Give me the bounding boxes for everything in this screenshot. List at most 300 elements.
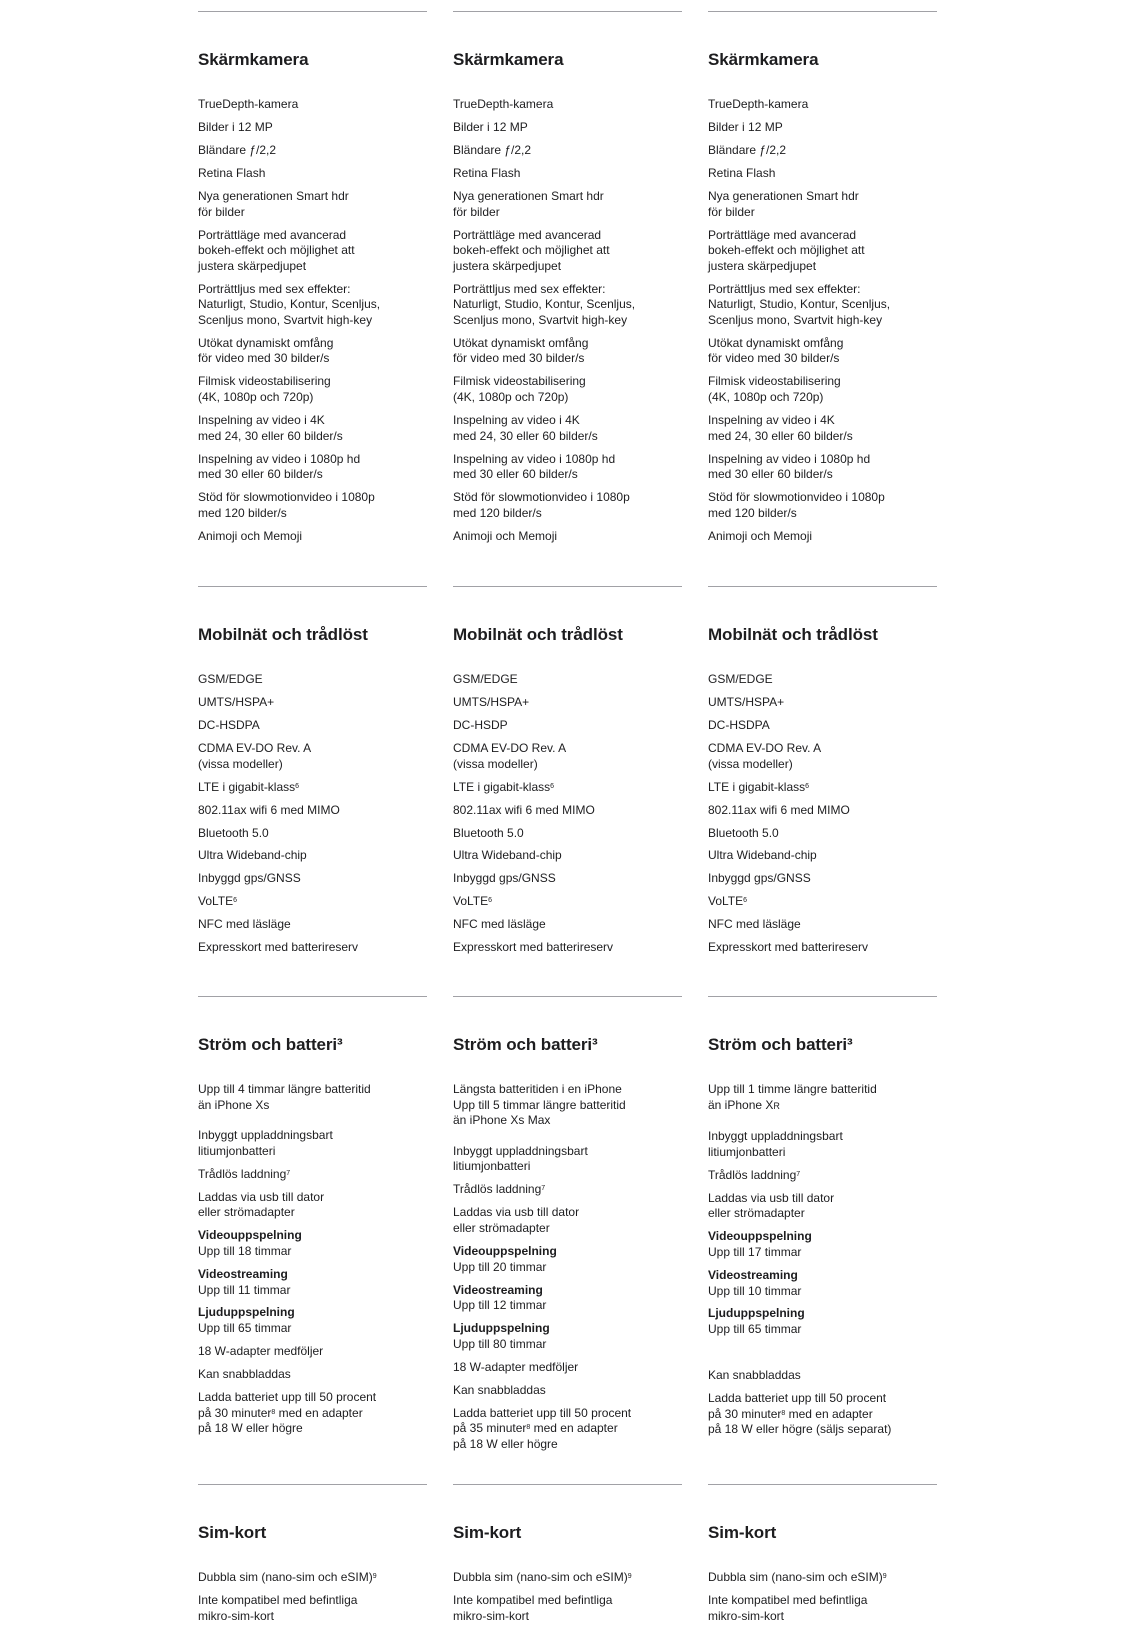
spec-text: CDMA EV-DO Rev. A (708, 740, 822, 755)
spec-text: Bluetooth 5.0 (198, 825, 269, 840)
spec-item (453, 1244, 682, 1275)
spec-text: Laddas via usb till dator (708, 1190, 835, 1205)
spec-column (708, 1484, 937, 1632)
spec-text: litiumjonbatteri (453, 1159, 531, 1174)
spec-item (453, 1205, 682, 1236)
spec-text: Upp till 18 timmar (198, 1243, 292, 1258)
footnote-marker: 6 (233, 897, 238, 905)
spec-text: VoLTE (198, 894, 234, 909)
spec-text: med 24, 30 eller 60 bilder/s (453, 428, 598, 443)
spec-text: Trådlös laddning (708, 1167, 797, 1182)
spec-item (453, 1383, 682, 1399)
spec-text: Inbyggt uppladdningsbart (198, 1128, 333, 1143)
spec-text: Porträttljus med sex effekter: (198, 281, 351, 296)
spec-text: NFC med läsläge (708, 917, 801, 932)
spec-text: CDMA EV-DO Rev. A (198, 740, 312, 755)
spec-item (708, 282, 937, 329)
spec-text: Inspelning av video i 1080p hd (708, 451, 871, 466)
spec-item (708, 1368, 937, 1384)
spec-item (453, 490, 682, 521)
spec-text: Nya generationen Smart hdr (708, 188, 859, 203)
section-title: Sim-kort (198, 1523, 267, 1542)
spec-item (198, 189, 427, 220)
spec-text: (4K, 1080p och 720p) (198, 390, 314, 405)
spec-item (708, 672, 937, 688)
spec-text: Kan snabbladdas (453, 1382, 546, 1397)
spec-text: Inbyggd gps/GNSS (453, 871, 556, 886)
spec-text: Ultra Wideband-chip (708, 848, 817, 863)
spec-text: Porträttläge med avancerad (198, 227, 347, 242)
spec-column (453, 586, 682, 963)
spec-item (453, 1283, 682, 1314)
spec-label: Videouppspelning (708, 1229, 812, 1244)
spec-label: Ljuduppspelning (198, 1305, 295, 1320)
spec-item (198, 374, 427, 405)
spec-text: Trådlös laddning (198, 1166, 287, 1181)
spec-item (198, 1305, 427, 1336)
spec-item (453, 803, 682, 819)
spec-text: på 35 minuter (453, 1421, 527, 1436)
spec-text: Inbyggd gps/GNSS (708, 871, 811, 886)
spec-text: DC-HSDPA (198, 717, 260, 732)
spec-item (708, 97, 937, 113)
spec-text: Upp till 20 timmar (453, 1259, 547, 1274)
spec-item (708, 894, 937, 910)
spec-text: Nya generationen Smart hdr (198, 188, 349, 203)
spec-text: LTE i gigabit-klass (708, 779, 806, 794)
footnote-marker: 9 (372, 1573, 377, 1580)
spec-item (453, 228, 682, 275)
spec-item (198, 413, 427, 444)
spec-text: Animoji och Memoji (453, 528, 558, 543)
spec-text: än iPhone X (708, 1097, 774, 1112)
spec-item (198, 166, 427, 182)
spec-item (453, 1570, 682, 1586)
spec-item (453, 529, 682, 545)
spec-text: för video med 30 bilder/s (198, 351, 330, 366)
spec-text: Inspelning av video i 4K (708, 413, 835, 428)
spec-text: Filmisk videostabilisering (453, 374, 586, 389)
spec-item (198, 848, 427, 864)
spec-text: på 18 W eller högre (198, 1421, 303, 1436)
spec-column (198, 586, 427, 963)
spec-text-continued: med en adapter (530, 1421, 618, 1436)
spec-text: Laddas via usb till dator (453, 1205, 580, 1220)
section-title: Mobilnät och trådlöst (198, 625, 368, 644)
spec-text: för bilder (198, 204, 245, 219)
spec-text: med 30 eller 60 bilder/s (708, 467, 833, 482)
spec-item (708, 143, 937, 159)
footnote-marker: 6 (550, 782, 555, 790)
spec-item (198, 1190, 427, 1221)
spec-item (453, 166, 682, 182)
spec-text: bokeh-effekt och möjlighet att (198, 243, 355, 258)
spec-item (708, 452, 937, 483)
spec-item (453, 452, 682, 483)
spec-text: 802.11ax wifi 6 med MIMO (708, 802, 850, 817)
spec-text: justera skärpedjupet (708, 258, 817, 273)
spec-text: än iPhone Xs Max (453, 1113, 551, 1128)
spec-item (708, 1229, 937, 1260)
spec-label: Ljuduppspelning (453, 1321, 550, 1336)
spec-item (453, 336, 682, 367)
spec-item (198, 718, 427, 734)
spec-item (453, 718, 682, 734)
spec-text: Retina Flash (453, 165, 521, 180)
footnote-marker: 7 (286, 1169, 291, 1177)
spec-text: Stöd för slowmotionvideo i 1080p (198, 490, 375, 505)
spec-text: Utökat dynamiskt omfång (198, 335, 334, 350)
spec-text: Ultra Wideband-chip (198, 848, 307, 863)
spec-text: Stöd för slowmotionvideo i 1080p (453, 490, 630, 505)
section-title: Skärmkamera (198, 50, 309, 69)
spec-text: Porträttläge med avancerad (453, 227, 602, 242)
spec-text: Bilder i 12 MP (453, 119, 528, 134)
spec-text: Upp till 65 timmar (708, 1322, 802, 1337)
footnote-marker: 6 (488, 897, 493, 905)
spec-text: Expresskort med batterireserv (453, 940, 614, 955)
spec-text: Bilder i 12 MP (198, 119, 273, 134)
spec-text: TrueDepth-kamera (198, 97, 299, 111)
spec-text: Bluetooth 5.0 (453, 825, 524, 840)
spec-text: GSM/EDGE (708, 672, 773, 686)
section-title: Mobilnät och trådlöst (453, 625, 623, 644)
spec-text: med 30 eller 60 bilder/s (453, 467, 578, 482)
spec-item (708, 374, 937, 405)
spec-item (708, 1345, 937, 1361)
spec-text: Stöd för slowmotionvideo i 1080p (708, 490, 885, 505)
spec-text: Längsta batteritiden i en iPhone (453, 1082, 622, 1096)
spec-item (453, 672, 682, 688)
spec-item (198, 695, 427, 711)
spec-text: för video med 30 bilder/s (453, 351, 585, 366)
section-title: Ström och batteri³ (198, 1035, 343, 1054)
spec-label: Videouppspelning (198, 1228, 302, 1243)
spec-item (708, 1391, 937, 1438)
spec-text: Bländare ƒ/2,2 (198, 142, 277, 157)
spec-item (708, 1593, 937, 1624)
footnote-marker: 8 (271, 1408, 276, 1416)
spec-item (708, 871, 937, 887)
spec-item (708, 120, 937, 136)
spec-item (453, 826, 682, 842)
section-title: Ström och batteri³ (453, 1035, 598, 1054)
spec-text: med 120 bilder/s (198, 505, 287, 520)
spec-text: (vissa modeller) (453, 756, 538, 771)
spec-item (198, 282, 427, 329)
spec-text: Inspelning av video i 1080p hd (198, 451, 361, 466)
spec-text: (vissa modeller) (708, 756, 793, 771)
footnote-marker: 9 (882, 1573, 887, 1580)
spec-text: mikro-sim-kort (453, 1608, 529, 1623)
spec-item (453, 120, 682, 136)
spec-text: GSM/EDGE (198, 672, 263, 686)
spec-item (708, 529, 937, 545)
spec-column (453, 996, 682, 1460)
spec-text: CDMA EV-DO Rev. A (453, 740, 567, 755)
spec-item (453, 97, 682, 113)
spec-text: Upp till 4 timmar längre batteritid (198, 1082, 371, 1096)
spec-item (708, 1570, 937, 1586)
spec-text: Kan snabbladdas (708, 1368, 801, 1383)
spec-item (708, 1082, 937, 1114)
spec-text: Inspelning av video i 4K (453, 413, 580, 428)
spec-item (708, 336, 937, 367)
spec-text: UMTS/HSPA+ (453, 694, 530, 709)
spec-text: VoLTE (453, 894, 489, 909)
spec-text: justera skärpedjupet (453, 258, 562, 273)
spec-text: Retina Flash (198, 165, 266, 180)
spec-item (708, 490, 937, 521)
spec-text: Upp till 17 timmar (708, 1244, 802, 1259)
spec-label: Videouppspelning (453, 1243, 557, 1258)
spec-item (708, 780, 937, 796)
spec-text: för bilder (453, 204, 500, 219)
spec-text: DC-HSDPA (708, 717, 770, 732)
spec-item (453, 741, 682, 772)
spec-text: Filmisk videostabilisering (708, 374, 841, 389)
footnote-marker: 7 (796, 1170, 801, 1178)
spec-text: med 30 eller 60 bilder/s (198, 467, 323, 482)
spec-item (708, 1168, 937, 1184)
spec-text: Scenljus mono, Svartvit high-key (708, 312, 883, 327)
spec-item (198, 529, 427, 545)
spec-text: Porträttljus med sex effekter: (453, 281, 606, 296)
spec-text: 802.11ax wifi 6 med MIMO (453, 802, 595, 817)
spec-item (198, 1344, 427, 1360)
spec-text: Animoji och Memoji (708, 528, 813, 543)
spec-item (198, 336, 427, 367)
spec-item (453, 871, 682, 887)
spec-item (453, 848, 682, 864)
spec-item (198, 452, 427, 483)
section-title: Sim-kort (453, 1523, 522, 1542)
spec-text: för bilder (708, 204, 755, 219)
spec-text: Trådlös laddning (453, 1182, 542, 1197)
spec-text: med 120 bilder/s (453, 505, 542, 520)
spec-item (453, 695, 682, 711)
spec-text: Inte kompatibel med befintliga (198, 1592, 358, 1607)
spec-item (198, 1167, 427, 1183)
spec-item (708, 166, 937, 182)
spec-column (198, 996, 427, 1444)
spec-text: Inte kompatibel med befintliga (453, 1592, 613, 1607)
section-title: Skärmkamera (453, 50, 564, 69)
spec-column (453, 1484, 682, 1632)
spec-text: Upp till 80 timmar (453, 1336, 547, 1351)
spec-text: Naturligt, Studio, Kontur, Scenljus, (453, 297, 636, 312)
spec-item (453, 1321, 682, 1352)
spec-text: eller strömadapter (453, 1220, 550, 1235)
spec-item (708, 718, 937, 734)
spec-label: Ljuduppspelning (708, 1306, 805, 1321)
spec-text: Ladda batteriet upp till 50 procent (453, 1405, 632, 1420)
spec-text: (vissa modeller) (198, 756, 283, 771)
spec-text: Kan snabbladdas (198, 1367, 291, 1382)
spec-item (198, 228, 427, 275)
spec-text: Naturligt, Studio, Kontur, Scenljus, (708, 297, 891, 312)
spec-item (453, 282, 682, 329)
spec-item (198, 940, 427, 956)
spec-text: Upp till 5 timmar längre batteritid (453, 1097, 626, 1112)
spec-text: Porträttläge med avancerad (708, 227, 857, 242)
spec-item (198, 672, 427, 688)
spec-text: på 18 W eller högre (säljs separat) (708, 1422, 892, 1437)
spec-text: Bluetooth 5.0 (708, 825, 779, 840)
spec-item (453, 917, 682, 933)
spec-column (708, 586, 937, 963)
spec-item (708, 228, 937, 275)
spec-text: Upp till 10 timmar (708, 1283, 802, 1298)
footnote-marker: 8 (781, 1409, 786, 1417)
spec-text: Dubbla sim (nano-sim och eSIM) (708, 1570, 883, 1584)
model-suffix: R (773, 1100, 780, 1111)
spec-text: NFC med läsläge (198, 917, 291, 932)
spec-text: mikro-sim-kort (708, 1608, 784, 1623)
spec-text: Bländare ƒ/2,2 (453, 142, 532, 157)
spec-item (198, 143, 427, 159)
spec-text: LTE i gigabit-klass (198, 779, 296, 794)
spec-text: för video med 30 bilder/s (708, 351, 840, 366)
spec-item (198, 120, 427, 136)
spec-text: Upp till 11 timmar (198, 1282, 291, 1297)
spec-text: Upp till 65 timmar (198, 1321, 292, 1336)
spec-text: Upp till 12 timmar (453, 1298, 547, 1313)
spec-item (708, 413, 937, 444)
spec-text: GSM/EDGE (453, 672, 518, 686)
spec-item (198, 1267, 427, 1298)
spec-text: på 18 W eller högre (453, 1436, 558, 1451)
spec-column (708, 996, 937, 1445)
spec-text: Inspelning av video i 4K (198, 413, 325, 428)
spec-text: Expresskort med batterireserv (198, 940, 359, 955)
spec-text: 18 W-adapter medföljer (453, 1359, 579, 1374)
spec-text: bokeh-effekt och möjlighet att (453, 243, 610, 258)
spec-item (708, 940, 937, 956)
spec-text: Utökat dynamiskt omfång (708, 335, 844, 350)
spec-text: Retina Flash (708, 165, 776, 180)
footnote-marker: 8 (526, 1424, 531, 1432)
spec-text: bokeh-effekt och möjlighet att (708, 243, 865, 258)
spec-text: Inte kompatibel med befintliga (708, 1592, 868, 1607)
spec-text: litiumjonbatteri (708, 1144, 786, 1159)
spec-item (198, 780, 427, 796)
spec-item (453, 894, 682, 910)
footnote-marker: 6 (743, 897, 748, 905)
spec-item (708, 1129, 937, 1160)
spec-item (198, 1082, 427, 1113)
spec-text: Ladda batteriet upp till 50 procent (198, 1390, 377, 1405)
spec-text: 18 W-adapter medföljer (198, 1344, 324, 1359)
spec-column (708, 11, 937, 552)
footnote-marker: 9 (627, 1573, 632, 1580)
footnote-marker: 6 (805, 782, 810, 790)
spec-item (453, 1182, 682, 1198)
spec-item (708, 1306, 937, 1337)
spec-text: UMTS/HSPA+ (198, 694, 275, 709)
spec-text: Ultra Wideband-chip (453, 848, 562, 863)
spec-text: justera skärpedjupet (198, 258, 307, 273)
spec-text: NFC med läsläge (453, 917, 546, 932)
spec-text: Inbyggt uppladdningsbart (453, 1143, 588, 1158)
spec-text: Scenljus mono, Svartvit high-key (453, 312, 628, 327)
spec-item (198, 97, 427, 113)
spec-text: på 30 minuter (198, 1405, 272, 1420)
spec-item (453, 374, 682, 405)
spec-text: på 30 minuter (708, 1406, 782, 1421)
spec-column (198, 11, 427, 552)
spec-item (198, 894, 427, 910)
spec-text: Laddas via usb till dator (198, 1189, 325, 1204)
spec-item (198, 1367, 427, 1383)
spec-text: Inbyggd gps/GNSS (198, 871, 301, 886)
spec-item (708, 1268, 937, 1299)
spec-text: än iPhone Xs (198, 1097, 270, 1112)
spec-item (198, 917, 427, 933)
spec-item (453, 1144, 682, 1175)
spec-item (453, 1360, 682, 1376)
spec-item (708, 917, 937, 933)
spec-text-continued: med en adapter (275, 1405, 363, 1420)
spec-text: Dubbla sim (nano-sim och eSIM) (198, 1570, 373, 1584)
spec-text: med 24, 30 eller 60 bilder/s (198, 428, 343, 443)
spec-item (708, 741, 937, 772)
spec-item (198, 826, 427, 842)
spec-text: Nya generationen Smart hdr (453, 188, 604, 203)
spec-item (198, 871, 427, 887)
spec-text: TrueDepth-kamera (708, 97, 809, 111)
spec-text: Upp till 1 timme längre batteritid (708, 1082, 877, 1096)
spec-item (708, 1191, 937, 1222)
spec-text: Utökat dynamiskt omfång (453, 335, 589, 350)
spec-text: Bilder i 12 MP (708, 119, 783, 134)
spec-text: UMTS/HSPA+ (708, 694, 785, 709)
spec-text: Inspelning av video i 1080p hd (453, 451, 616, 466)
spec-label: Videostreaming (708, 1267, 798, 1282)
spec-item (453, 413, 682, 444)
spec-text: Naturligt, Studio, Kontur, Scenljus, (198, 297, 381, 312)
spec-text: (4K, 1080p och 720p) (453, 390, 569, 405)
spec-text: Expresskort med batterireserv (708, 940, 869, 955)
spec-text: LTE i gigabit-klass (453, 779, 551, 794)
spec-item (708, 848, 937, 864)
spec-item (453, 780, 682, 796)
spec-label: Videostreaming (198, 1266, 288, 1281)
spec-text: Porträttljus med sex effekter: (708, 281, 861, 296)
spec-item (708, 803, 937, 819)
spec-item (198, 490, 427, 521)
spec-item (708, 826, 937, 842)
spec-label: Videostreaming (453, 1282, 543, 1297)
section-title: Ström och batteri³ (708, 1035, 853, 1054)
spec-column (198, 1484, 427, 1632)
section-title: Mobilnät och trådlöst (708, 625, 878, 644)
spec-text: Scenljus mono, Svartvit high-key (198, 312, 373, 327)
spec-item (453, 143, 682, 159)
spec-item (198, 1228, 427, 1259)
spec-item (453, 1593, 682, 1624)
spec-item (453, 940, 682, 956)
spec-text: VoLTE (708, 894, 744, 909)
spec-item (453, 189, 682, 220)
spec-text: Filmisk videostabilisering (198, 374, 331, 389)
spec-item (198, 803, 427, 819)
section-title: Skärmkamera (708, 50, 819, 69)
spec-text: Ladda batteriet upp till 50 procent (708, 1391, 887, 1406)
spec-text: med 24, 30 eller 60 bilder/s (708, 428, 853, 443)
spec-text: Inbyggt uppladdningsbart (708, 1129, 843, 1144)
footnote-marker: 7 (541, 1185, 546, 1193)
